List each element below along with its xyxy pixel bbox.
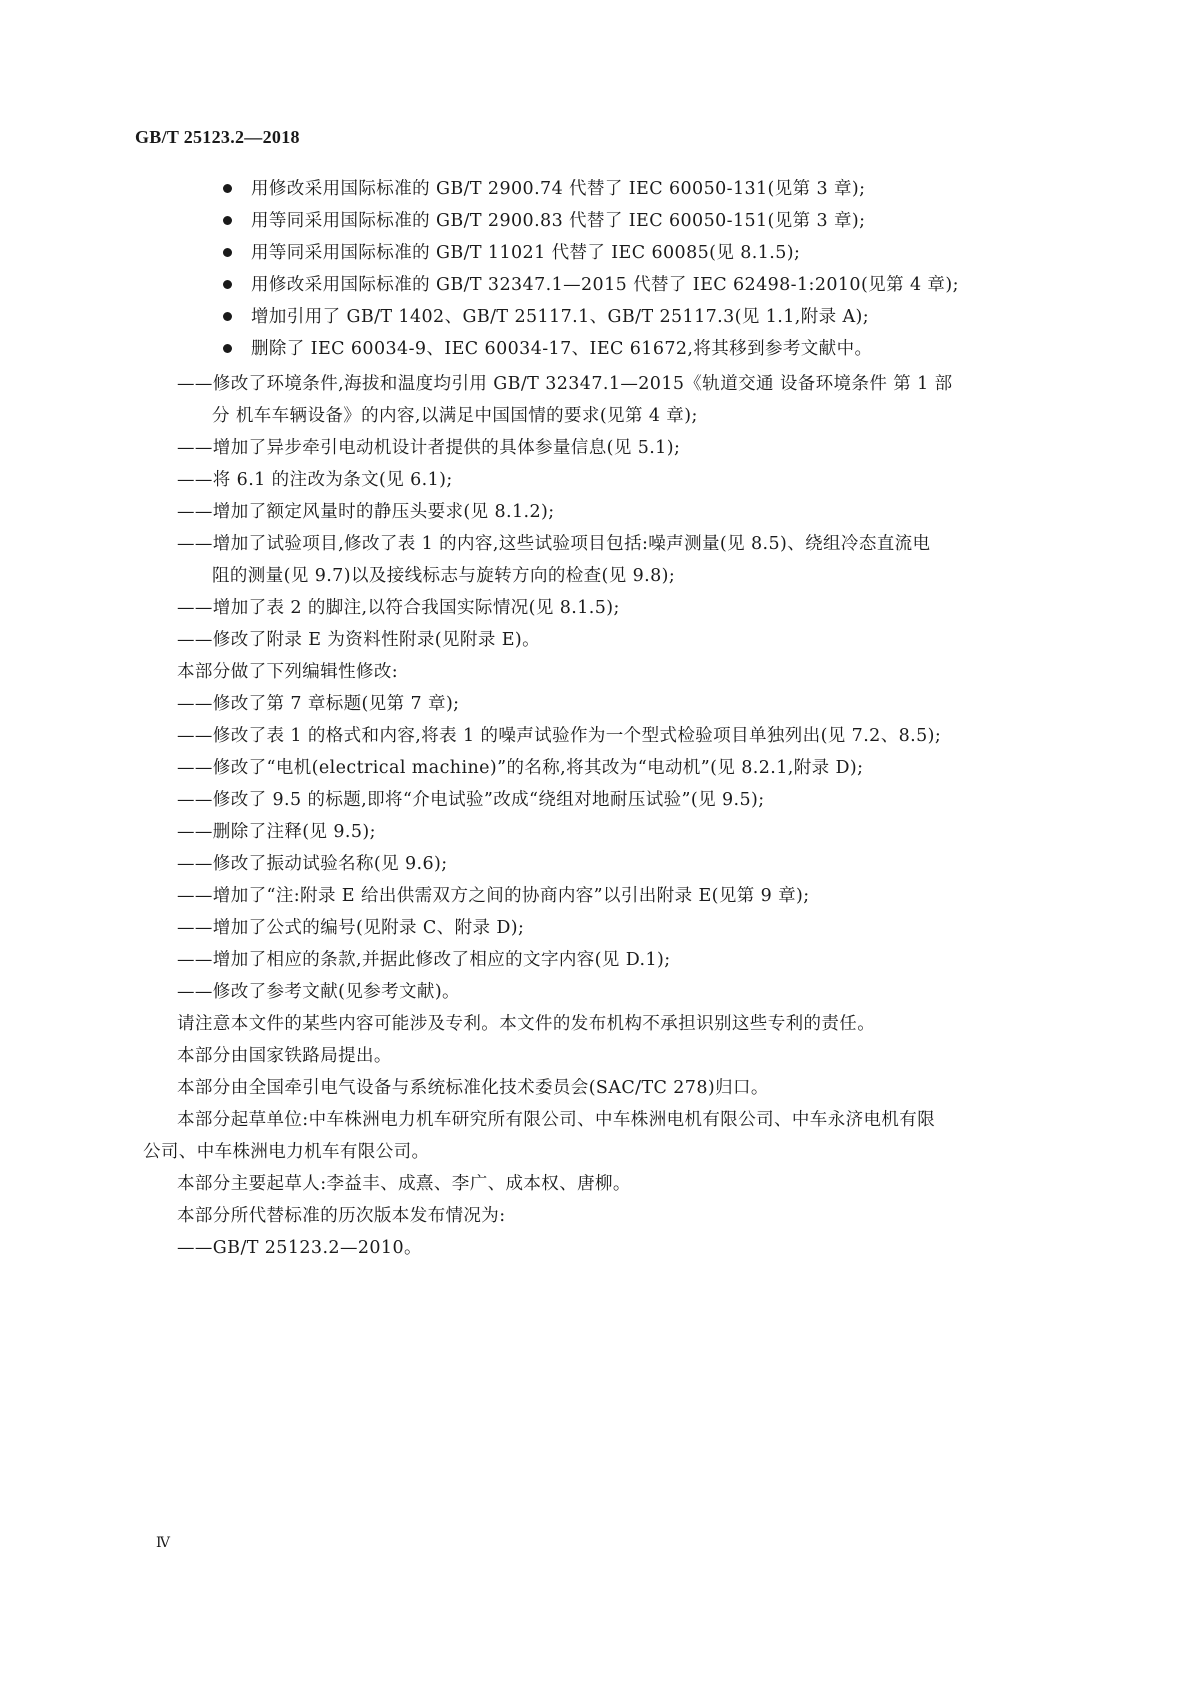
editorial-intro: 本部分做了下列编辑性修改: [177,662,399,682]
technical-change-item: ——修改了附录 E 为资料性附录(见附录 E)。 [177,630,540,650]
technical-change-item: ——增加了异步牵引电动机设计者提供的具体参量信息(见 5.1); [177,438,681,458]
drafting-units: 本部分起草单位:中车株洲电力机车研究所有限公司、中车株洲电机有限公司、中车永济电机有限 [177,1110,936,1130]
technical-change-item: ——将 6.1 的注改为条文(见 6.1); [177,470,453,490]
bullet-dot [223,184,232,193]
drafting-units-continuation: 公司、中车株洲电力机车有限公司。 [143,1142,430,1162]
bullet-item: 用修改采用国际标准的 GB/T 2900.74 代替了 IEC 60050-131(见第 3 章); [251,179,866,199]
patent-notice: 请注意本文件的某些内容可能涉及专利。本文件的发布机构不承担识别这些专利的责任。 [177,1014,876,1034]
standard-number-header: GB/T 25123.2—2018 [135,127,300,147]
bullet-item: 用修改采用国际标准的 GB/T 32347.1—2015 代替了 IEC 62498-1:2010(见第 4 章); [251,275,959,295]
editorial-change-item: ——增加了公式的编号(见附录 C、附录 D); [177,918,525,938]
editorial-change-item: ——修改了参考文献(见参考文献)。 [177,982,460,1002]
proposer-statement: 本部分由国家铁路局提出。 [177,1046,392,1066]
drafters: 本部分主要起草人:李益丰、成熹、李广、成本权、唐柳。 [177,1174,631,1194]
bullet-dot [223,344,232,353]
bullet-dot [223,280,232,289]
editorial-change-item: ——修改了表 1 的格式和内容,将表 1 的噪声试验作为一个型式检验项目单独列出(见 7.2、8.5); [177,726,942,746]
bullet-dot [223,216,232,225]
bullet-item: 用等同采用国际标准的 GB/T 11021 代替了 IEC 60085(见 8.1.5); [251,243,801,263]
bullet-item: 增加引用了 GB/T 1402、GB/T 25117.1、GB/T 25117.3(见 1.1,附录 A); [251,307,870,327]
technical-change-item: ——修改了环境条件,海拔和温度均引用 GB/T 32347.1—2015《轨道交通 设备环境条件 第 1 部 [177,374,953,394]
editorial-change-item: ——增加了“注:附录 E 给出供需双方之间的协商内容”以引出附录 E(见第 9 章); [177,886,810,906]
technical-change-item: ——增加了试验项目,修改了表 1 的内容,这些试验项目包括:噪声测量(见 8.5)、绕组冷态直流电 [177,534,931,554]
editorial-change-item: ——增加了相应的条款,并据此修改了相应的文字内容(见 D.1); [177,950,671,970]
bullet-dot [223,312,232,321]
editorial-change-item: ——修改了“电机(electrical machine)”的名称,将其改为“电动机”(见 8.2.1,附录 D); [177,758,864,778]
bullet-dot [223,248,232,257]
bullet-item: 删除了 IEC 60034-9、IEC 60034-17、IEC 61672,将其移到参考文献中。 [251,339,873,359]
committee-statement: 本部分由全国牵引电气设备与系统标准化技术委员会(SAC/TC 278)归口。 [177,1078,769,1098]
technical-change-item: ——增加了额定风量时的静压头要求(见 8.1.2); [177,502,555,522]
editorial-change-item: ——修改了 9.5 的标题,即将“介电试验”改成“绕组对地耐压试验”(见 9.5); [177,790,765,810]
editorial-change-item: ——修改了振动试验名称(见 9.6); [177,854,448,874]
version-history-item: ——GB/T 25123.2—2010。 [177,1238,422,1258]
editorial-change-item: ——删除了注释(见 9.5); [177,822,376,842]
technical-change-continuation: 分 机车车辆设备》的内容,以满足中国国情的要求(见第 4 章); [212,406,698,426]
bullet-item: 用等同采用国际标准的 GB/T 2900.83 代替了 IEC 60050-151(见第 3 章); [251,211,866,231]
page-number: Ⅳ [156,1536,170,1551]
version-history-intro: 本部分所代替标准的历次版本发布情况为: [177,1206,506,1226]
technical-change-item: ——增加了表 2 的脚注,以符合我国实际情况(见 8.1.5); [177,598,620,618]
technical-change-continuation: 阻的测量(见 9.7)以及接线标志与旋转方向的检查(见 9.8); [212,566,676,586]
editorial-change-item: ——修改了第 7 章标题(见第 7 章); [177,694,460,714]
